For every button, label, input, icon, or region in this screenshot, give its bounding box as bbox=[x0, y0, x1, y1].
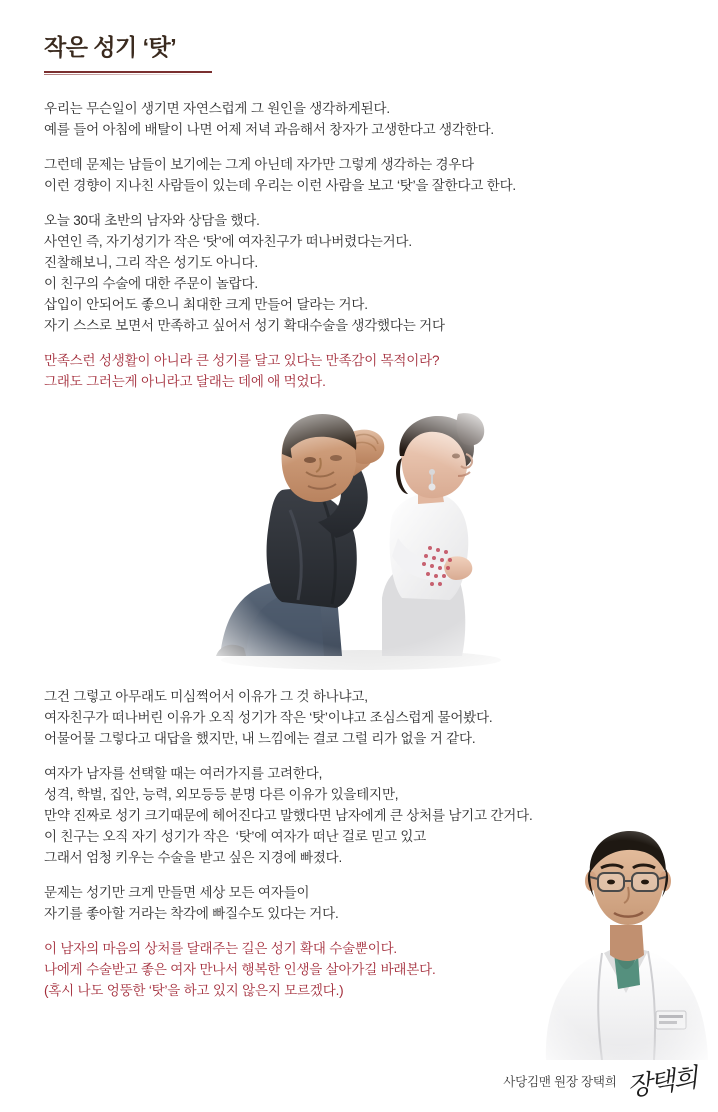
paragraph-line: 그건 그렇고 아무래도 미심쩍어서 이유가 그 것 하나냐고, bbox=[44, 689, 368, 704]
paragraph-line: 우리는 무슨일이 생기면 자연스럽게 그 원인을 생각하게된다. bbox=[44, 101, 390, 116]
couple-back-to-back-photo bbox=[186, 398, 546, 670]
paragraph-line: 그래도 그러는게 아니라고 달래는 데에 애 먹었다. bbox=[44, 374, 326, 389]
paragraph bbox=[44, 154, 684, 196]
title-divider-fade bbox=[44, 74, 212, 75]
paragraph-line: 그래서 엄청 키우는 수술을 받고 싶은 지경에 빠졌다. bbox=[44, 850, 343, 865]
paragraph bbox=[44, 686, 684, 749]
paragraph-line: 만약 진짜로 성기 크기때문에 헤어진다고 말했다면 남자에게 큰 상처를 남기고 간거다. bbox=[44, 808, 533, 823]
paragraph-line: 이 남자의 마음의 상처를 달래주는 길은 성기 확대 수술뿐이다. bbox=[44, 941, 397, 956]
paragraph-line: 이런 경향이 지나친 사람들이 있는데 우리는 이런 사람을 보고 ‘탓’을 잘한다고 한다. bbox=[44, 178, 516, 193]
doctor-portrait-photo bbox=[528, 825, 718, 1060]
paragraph-line: 이 친구는 오직 자기 성기가 작은 ‘탓’에 여자가 떠난 걸로 믿고 있고 bbox=[44, 829, 427, 844]
paragraph bbox=[44, 98, 684, 140]
page-title: 작은 성기 ‘탓’ bbox=[44, 34, 177, 60]
paragraph-line: 여자가 남자를 선택할 때는 여러가지를 고려한다, bbox=[44, 766, 323, 781]
signature-row bbox=[503, 1063, 698, 1102]
paragraph-line: 예를 들어 아침에 배탈이 나면 어제 저녁 과음해서 창자가 고생한다고 생각한다. bbox=[44, 122, 494, 137]
paragraph-line: 사연인 즉, 자기성기가 작은 ‘탓’에 여자친구가 떠나버렸다는거다. bbox=[44, 234, 412, 249]
paragraph-line: 만족스런 성생활이 아니라 큰 성기를 달고 있다는 만족감이 목적이라? bbox=[44, 353, 440, 368]
paragraph-line: 여자친구가 떠나버린 이유가 오직 성기가 작은 ‘탓’이냐고 조심스럽게 물어봤다. bbox=[44, 710, 493, 725]
paragraph bbox=[44, 210, 684, 336]
paragraph-line: 자기 스스로 보면서 만족하고 싶어서 성기 확대수술을 생각했다는 거다 bbox=[44, 318, 445, 333]
paragraph-line: 이 친구의 수술에 대한 주문이 놀랍다. bbox=[44, 276, 258, 291]
paragraph-line: 성격, 학벌, 집안, 능력, 외모등등 분명 다른 이유가 있을테지만, bbox=[44, 787, 399, 802]
paragraph-line: 어물어물 그렇다고 대답을 했지만, 내 느낌에는 결코 그럴 리가 없을 거 같다. bbox=[44, 731, 476, 746]
article-body-top bbox=[44, 98, 684, 392]
page-title-block bbox=[44, 34, 674, 75]
title-divider bbox=[44, 71, 212, 73]
signature-mark: 장택희 bbox=[624, 1063, 698, 1102]
paragraph-line: 그런데 문제는 남들이 보기에는 그게 아닌데 자가만 그렇게 생각하는 경우다 bbox=[44, 157, 475, 172]
paragraph-line: 나에게 수술받고 좋은 여자 만나서 행복한 인생을 살아가길 바래본다. bbox=[44, 962, 436, 977]
paragraph-line: 자기를 좋아할 거라는 착각에 빠질수도 있다는 거다. bbox=[44, 906, 339, 921]
paragraph-line: 오늘 30대 초반의 남자와 상담을 했다. bbox=[44, 213, 260, 228]
paragraph-line: (혹시 나도 엉뚱한 ‘탓’을 하고 있지 않은지 모르겠다.) bbox=[44, 983, 344, 998]
paragraph bbox=[44, 350, 684, 392]
paragraph-line: 진찰해보니, 그리 작은 성기도 아니다. bbox=[44, 255, 258, 270]
paragraph-line: 삽입이 안되어도 좋으니 최대한 크게 만들어 달라는 거다. bbox=[44, 297, 368, 312]
paragraph-line: 문제는 성기만 크게 만들면 세상 모든 여자들이 bbox=[44, 885, 310, 900]
signature-caption: 사당김맨 원장 장택희 bbox=[503, 1075, 617, 1089]
